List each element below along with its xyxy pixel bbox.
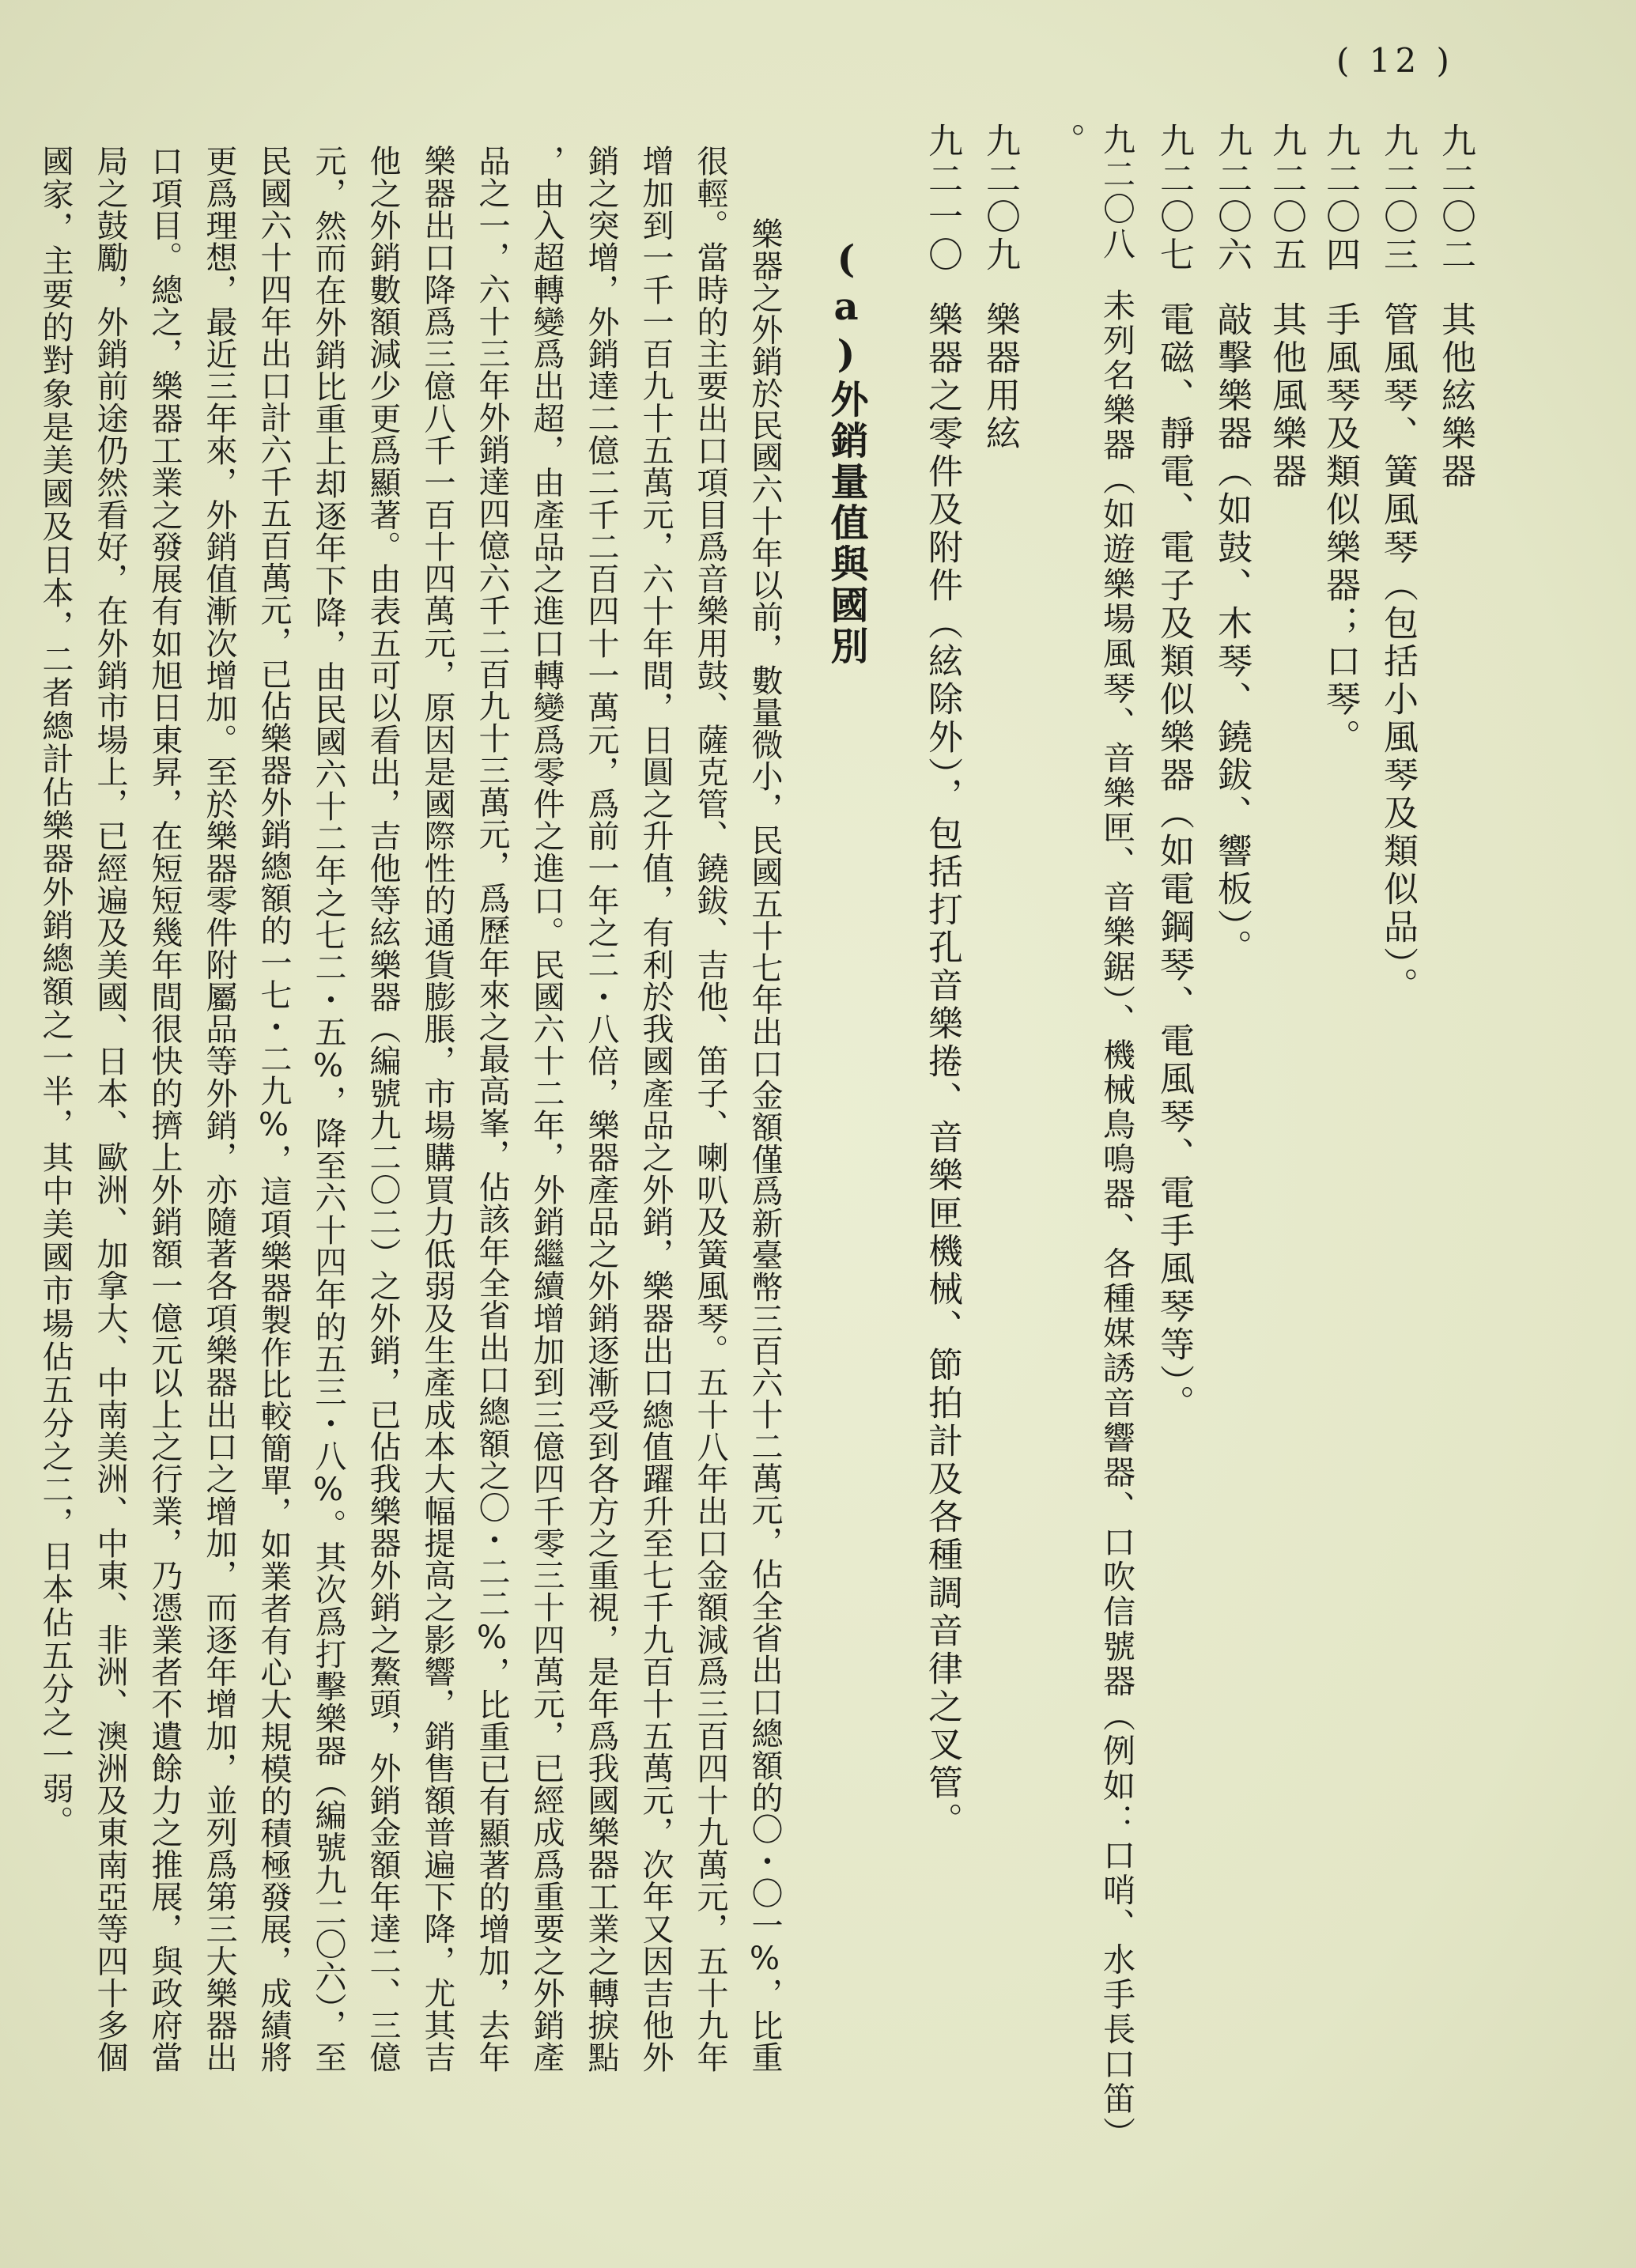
tariff-description: 樂器用絃 [980,301,1020,453]
tariff-code: 九二〇七 [1154,123,1194,274]
tariff-item-9203 [1377,123,1423,1005]
body-line: 樂器之外銷於民國六十年以前，數量微小，民國五十七年出口金額僅爲新臺幣三百六十二萬元，佔全省出口總額的〇・〇一%，比重 [746,217,783,2073]
body-line: 很輕。當時的主要出口項目爲音樂用鼓、薩克管、鐃鈸、吉他、笛子、喇叭及簧風琴。五十八年出口金額減爲三百四十九萬元，五十九年 [692,145,728,2073]
tariff-item-9208 [1098,123,1140,2152]
tariff-code: 九二〇九 [980,123,1020,274]
body-line: 品之一，六十三年外銷達四億六千二百九十三萬元，爲歷年來之最高峯，佔該年全省出口總額之〇・二二%，比重已有顯著的增加，去年 [474,145,510,2073]
tariff-item-9209 [980,123,1025,453]
tariff-description: 手風琴及類似樂器；口琴。 [1320,301,1360,757]
tariff-description: 電磁、靜電、電子及類似樂器（如電鋼琴、電風琴、電手風琴等）。 [1154,301,1194,1423]
page-number: ( 12 ) [1336,41,1454,80]
tariff-description: 未列名樂器（如遊樂場風琴、音樂匣、音樂鋸）、機械鳥鳴器、各種媒誘音響器、口吹信號器（例如：口哨、水手長口笛） [1098,289,1135,2152]
tariff-description: 其他絃樂器 [1435,301,1475,491]
body-line: 樂器出口降爲三億八千一百十四萬元，原因是國際性的通貨膨脹，市場購買力低弱及生產成本大幅提高之影響，銷售額普遍下降，尤其吉 [419,145,455,2073]
tariff-item-9202 [1435,123,1480,491]
tariff-item-9204 [1320,123,1365,757]
tariff-description: 敲擊樂器（如鼓、木琴、鐃鈸、響板）。 [1211,301,1252,967]
tariff-item-9210 [922,123,967,1840]
body-line: 局之鼓勵，外銷前途仍然看好，在外銷市場上，已經遍及美國、日本、歐洲、加拿大、中南美洲、中東、非洲、澳洲及東南亞等四十多個 [92,145,128,2073]
tariff-code: 九二〇五 [1266,123,1306,274]
body-line: ，由入超轉變爲出超，由產品之進口轉變爲零件之進口。民國六十二年，外銷繼續增加到三億四千零三十四萬元，已經成爲重要之外銷產 [528,145,565,2073]
tariff-item-9206 [1211,123,1256,967]
body-line: 他之外銷數額減少更爲顯著。由表五可以看出，吉他等絃樂器（編號九二〇二）之外銷，已佔我樂器外銷之鰲頭，外銷金額年達二、三億 [365,145,401,2073]
body-line: 銷之突增，外銷達二億二千二百四十一萬元，爲前一年之二・八倍，樂器產品之外銷逐漸受到各方之重視，是年爲我國樂器工業之轉捩點 [583,145,619,2073]
body-line: 更爲理想，最近三年來，外銷值漸次增加。至於樂器零件附屬品等外銷，亦隨著各項樂器出口之增加，而逐年增加，並列爲第三大樂器出 [201,145,237,2073]
tariff-code: 九二〇八 [1098,123,1135,262]
tariff-code: 九二〇六 [1211,123,1252,274]
tariff-code: 九二〇二 [1435,123,1475,274]
tariff-item-9205 [1266,123,1311,491]
body-line: 元，然而在外銷比重上却逐年下降，由民國六十二年之七二・五%，降至六十四年的五三・八%。其次爲打擊樂器（編號九二〇六），至 [310,145,346,2073]
tariff-item-9207 [1154,123,1199,1423]
tariff-description: 樂器之零件及附件（絃除外），包括打孔音樂捲、音樂匣機械、節拍計及各種調音律之叉管。 [922,301,962,1840]
tariff-item-9208-continuation: 。 [1045,123,1085,161]
tariff-code: 九二〇三 [1377,123,1418,274]
body-line: 國家，主要的對象是美國及日本，二者總計佔樂器外銷總額之一半，其中美國市場佔五分之二，日本佔五分之一弱。 [37,145,74,1839]
body-line: 口項目。總之，樂器工業之發展有如旭日東昇，在短短幾年間很快的擠上外銷額一億元以上之行業，乃憑業者不遺餘力之推展，與政府當 [146,145,183,2073]
section-heading: (a)外銷量值與國別 [824,237,868,667]
tariff-description: 其他風樂器 [1266,301,1306,491]
body-line: 民國六十四年出口計六千五百萬元，已佔樂器外銷總額的一七・二九%，這項樂器製作比較簡單，如業者有心大規模的積極發展，成績將 [255,145,292,2073]
tariff-code: 九二〇四 [1320,123,1360,274]
tariff-description: 管風琴、簧風琴（包括小風琴及類似品）。 [1377,301,1418,1005]
body-line: 增加到一千一百九十五萬元，六十年間，日圓之升值，有利於我國產品之外銷，樂器出口總值躍升至七千九百十五萬元，次年又因吉他外 [637,145,674,2073]
tariff-code: 九二一〇 [922,123,962,274]
